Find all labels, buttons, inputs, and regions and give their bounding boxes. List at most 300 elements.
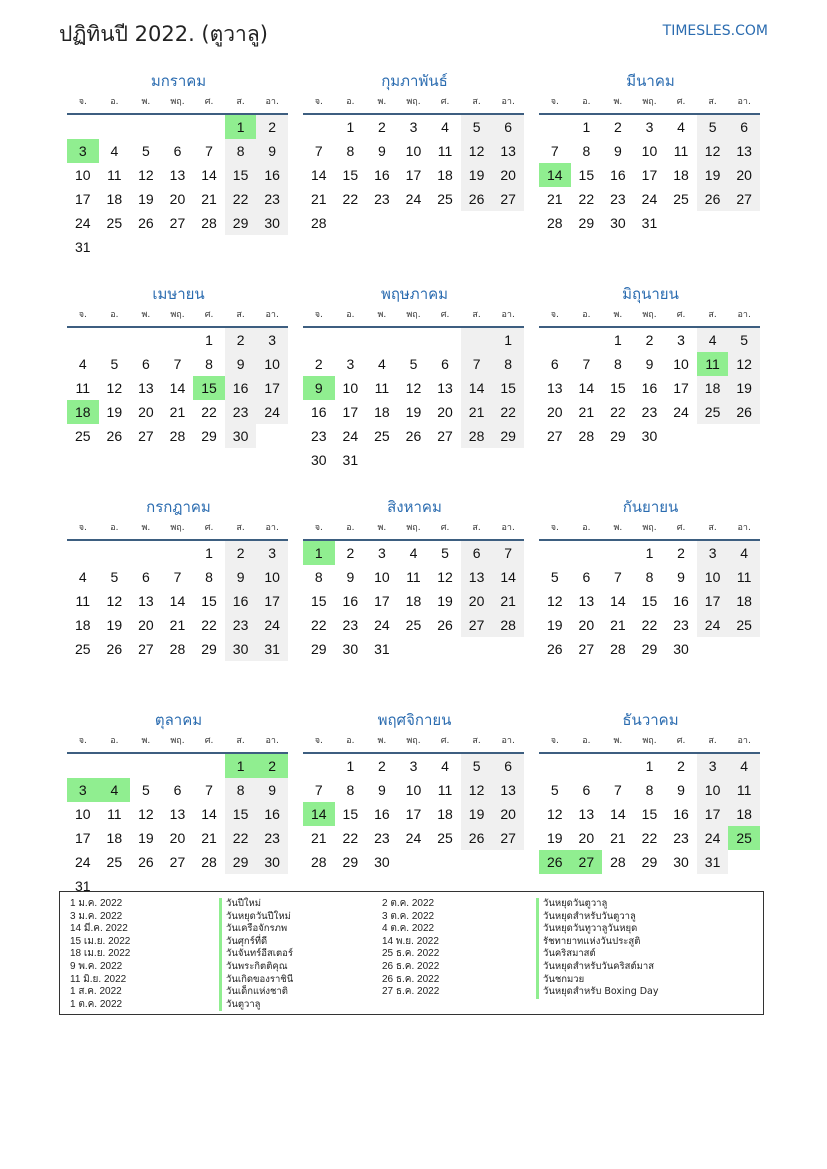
holiday-day-cell: 15 <box>193 376 225 400</box>
day-cell: 11 <box>728 778 760 802</box>
day-cell: 30 <box>310 452 327 468</box>
empty-cell <box>193 754 225 778</box>
day-cell: 26 <box>138 854 154 870</box>
day-cell: 16 <box>641 380 658 396</box>
weekday-label: ศ. <box>204 310 214 320</box>
legend-date: 25 ธ.ค. 2022 <box>382 948 440 960</box>
day-cell: 11 <box>673 143 689 159</box>
day-cell: 19 <box>546 617 563 633</box>
day-cell: 22 <box>225 187 257 211</box>
day-cell: 30 <box>673 641 689 657</box>
legend-holiday-name: วันหยุดสำหรับ Boxing Day <box>536 986 659 999</box>
empty-cell <box>602 754 634 778</box>
day-cell: 17 <box>256 589 288 613</box>
day-cell: 28 <box>169 641 186 657</box>
weekday-label: พ. <box>141 736 151 746</box>
weekday-label: ศ. <box>676 523 686 533</box>
weekday-label: อา. <box>501 97 515 107</box>
month-title: พฤษภาคม <box>380 285 449 303</box>
weekday-label: พฤ. <box>406 310 421 320</box>
weekday-label: พ. <box>141 310 151 320</box>
day-cell: 2 <box>378 758 386 774</box>
day-cell: 13 <box>728 139 760 163</box>
day-cell: 30 <box>641 428 658 444</box>
day-cell: 19 <box>461 163 493 187</box>
empty-cell <box>461 328 493 352</box>
day-cell: 10 <box>641 143 658 159</box>
day-cell: 16 <box>673 593 689 609</box>
day-cell: 26 <box>138 215 154 231</box>
day-cell: 18 <box>673 167 689 183</box>
month-block <box>67 494 288 707</box>
day-cell: 23 <box>673 830 689 846</box>
day-cell: 14 <box>610 806 626 822</box>
day-cell: 29 <box>610 428 626 444</box>
day-cell: 15 <box>310 593 327 609</box>
legend-holiday-name: วันศุกร์ที่ดี <box>219 936 293 949</box>
day-cell: 9 <box>225 352 257 376</box>
day-cell: 9 <box>677 782 685 798</box>
day-cell: 9 <box>225 565 257 589</box>
day-cell: 21 <box>492 589 524 613</box>
day-cell: 5 <box>441 545 449 561</box>
day-cell: 17 <box>74 830 91 846</box>
empty-cell <box>130 115 162 139</box>
legend-dates-left <box>70 898 130 1011</box>
day-cell: 2 <box>314 356 323 372</box>
day-cell: 21 <box>310 830 327 846</box>
day-grid <box>303 754 524 874</box>
day-cell: 26 <box>461 826 493 850</box>
day-cell: 11 <box>107 167 122 183</box>
weekday-header <box>303 731 524 754</box>
empty-cell <box>602 541 634 565</box>
day-cell: 2 <box>225 328 257 352</box>
day-cell: 29 <box>492 424 524 448</box>
day-cell: 19 <box>106 617 123 633</box>
empty-cell <box>99 115 131 139</box>
empty-cell <box>571 328 603 352</box>
day-cell: 12 <box>728 352 760 376</box>
weekday-label: จ. <box>550 736 559 746</box>
day-cell: 5 <box>110 356 119 372</box>
weekday-label: ส. <box>236 523 245 533</box>
weekday-label: ส. <box>472 736 481 746</box>
day-cell: 9 <box>256 778 288 802</box>
day-cell: 23 <box>256 826 288 850</box>
empty-cell <box>398 328 430 352</box>
day-cell: 17 <box>405 806 422 822</box>
day-cell: 27 <box>138 428 154 444</box>
day-cell: 10 <box>405 782 422 798</box>
day-cell: 29 <box>641 854 658 870</box>
day-cell: 27 <box>492 826 524 850</box>
day-cell: 24 <box>74 854 91 870</box>
day-cell: 15 <box>641 806 658 822</box>
day-cell: 18 <box>437 167 453 183</box>
weekday-label: จ. <box>550 523 559 533</box>
month-block <box>539 494 760 707</box>
day-cell: 10 <box>74 806 91 822</box>
day-cell: 18 <box>374 404 390 420</box>
day-cell: 16 <box>342 593 359 609</box>
weekday-label: อ. <box>346 97 355 107</box>
day-cell: 26 <box>106 428 123 444</box>
empty-cell <box>303 328 335 352</box>
weekday-label: อ. <box>110 97 119 107</box>
day-cell: 9 <box>346 569 355 585</box>
day-grid <box>539 541 760 661</box>
day-cell: 2 <box>677 758 685 774</box>
weekday-label: พฤ. <box>642 310 657 320</box>
day-cell: 9 <box>378 782 386 798</box>
empty-cell <box>162 328 194 352</box>
day-cell: 9 <box>645 356 654 372</box>
day-cell: 5 <box>461 754 493 778</box>
weekday-label: ส. <box>236 310 245 320</box>
legend-date: 26 ธ.ค. 2022 <box>382 960 440 972</box>
brand-link[interactable]: TIMESLES.COM <box>662 23 768 39</box>
day-cell: 29 <box>310 641 327 657</box>
day-cell: 11 <box>437 782 453 798</box>
holiday-day-cell: 2 <box>256 754 288 778</box>
holiday-day-cell: 1 <box>225 754 257 778</box>
weekday-label: พ. <box>613 97 623 107</box>
day-cell: 29 <box>225 211 257 235</box>
day-cell: 8 <box>225 139 257 163</box>
day-cell: 14 <box>578 380 595 396</box>
day-cell: 16 <box>374 167 390 183</box>
weekday-label: ศ. <box>440 736 450 746</box>
legend-date: 9 พ.ค. 2022 <box>70 960 123 972</box>
day-cell: 4 <box>110 143 119 159</box>
day-cell: 6 <box>173 143 182 159</box>
day-grid <box>67 541 288 661</box>
day-cell: 9 <box>378 143 386 159</box>
day-cell: 24 <box>342 428 359 444</box>
day-cell: 23 <box>374 191 390 207</box>
day-grid <box>539 754 760 874</box>
day-cell: 12 <box>546 806 563 822</box>
day-cell: 1 <box>582 119 591 135</box>
weekday-label: พ. <box>377 523 387 533</box>
empty-cell <box>539 115 571 139</box>
weekday-header <box>67 305 288 328</box>
day-cell: 14 <box>461 376 493 400</box>
month-title: เมษายน <box>152 285 205 303</box>
day-cell: 20 <box>169 830 186 846</box>
weekday-label: อ. <box>110 310 119 320</box>
day-cell: 24 <box>74 215 91 231</box>
day-cell: 6 <box>582 569 591 585</box>
day-cell: 12 <box>106 593 123 609</box>
day-cell: 19 <box>106 404 123 420</box>
legend-date: 3 ม.ค. 2022 <box>70 910 123 922</box>
legend-names-left <box>219 898 293 1011</box>
month-block <box>303 494 524 707</box>
day-cell: 12 <box>461 139 493 163</box>
legend-holiday-name: วันคริสมาสต์ <box>536 948 659 961</box>
empty-cell <box>162 541 194 565</box>
day-cell: 16 <box>256 802 288 826</box>
day-cell: 11 <box>406 569 421 585</box>
day-cell: 11 <box>75 593 91 609</box>
day-cell: 22 <box>342 191 359 207</box>
legend-holiday-name: วันหยุดวันทูวาลูวันหยุด <box>536 923 659 936</box>
day-cell: 31 <box>641 215 658 231</box>
holiday-day-cell: 27 <box>571 850 603 874</box>
weekday-label: จ. <box>550 97 559 107</box>
day-cell: 7 <box>173 356 182 372</box>
day-cell: 12 <box>546 593 563 609</box>
legend-holiday-name: วันหยุดสำหรับวันคริสต์มาส <box>536 961 659 974</box>
day-cell: 11 <box>75 380 91 396</box>
legend-holiday-name: วันจันทร์อีสเตอร์ <box>219 948 293 961</box>
day-cell: 3 <box>378 545 386 561</box>
day-cell: 21 <box>310 191 327 207</box>
day-cell: 8 <box>225 778 257 802</box>
weekday-label: อ. <box>346 523 355 533</box>
legend-date: 14 พ.ย. 2022 <box>382 935 439 947</box>
day-cell: 8 <box>346 143 355 159</box>
day-cell: 6 <box>492 754 524 778</box>
weekday-label: จ. <box>78 736 87 746</box>
day-cell: 22 <box>342 830 359 846</box>
day-cell: 21 <box>169 404 186 420</box>
weekday-label: อ. <box>582 97 591 107</box>
day-cell: 30 <box>610 215 626 231</box>
day-cell: 4 <box>677 119 685 135</box>
month-title: ธันวาคม <box>622 711 679 729</box>
weekday-label: ส. <box>708 736 717 746</box>
day-cell: 26 <box>697 187 729 211</box>
day-cell: 2 <box>225 541 257 565</box>
day-cell: 17 <box>74 191 91 207</box>
day-cell: 16 <box>225 589 257 613</box>
day-cell: 28 <box>610 641 626 657</box>
day-cell: 4 <box>441 758 449 774</box>
day-cell: 7 <box>614 782 622 798</box>
day-cell: 17 <box>405 167 422 183</box>
day-cell: 17 <box>641 167 658 183</box>
day-cell: 13 <box>138 593 154 609</box>
day-cell: 13 <box>492 139 524 163</box>
weekday-label: พฤ. <box>406 523 421 533</box>
day-cell: 18 <box>405 593 422 609</box>
weekday-header <box>539 731 760 754</box>
empty-cell <box>303 115 335 139</box>
day-cell: 25 <box>728 613 760 637</box>
weekday-label: อา. <box>265 736 279 746</box>
weekday-header <box>539 305 760 328</box>
day-cell: 3 <box>697 541 729 565</box>
weekday-label: พ. <box>377 736 387 746</box>
day-cell: 23 <box>256 187 288 211</box>
day-cell: 18 <box>728 589 760 613</box>
day-cell: 6 <box>441 356 449 372</box>
empty-cell <box>193 115 225 139</box>
day-cell: 24 <box>697 613 729 637</box>
holiday-day-cell: 14 <box>539 163 571 187</box>
legend-date: 1 ม.ค. 2022 <box>70 898 123 909</box>
day-cell: 25 <box>74 428 91 444</box>
day-cell: 23 <box>673 617 689 633</box>
day-cell: 4 <box>728 754 760 778</box>
day-cell: 8 <box>645 569 654 585</box>
day-grid <box>303 115 524 235</box>
day-cell: 15 <box>225 163 257 187</box>
month-block <box>539 68 760 281</box>
day-cell: 10 <box>673 356 689 372</box>
day-grid <box>539 328 760 448</box>
day-cell: 21 <box>610 830 626 846</box>
day-cell: 15 <box>342 806 359 822</box>
month-block <box>539 281 760 494</box>
empty-cell <box>67 328 99 352</box>
day-cell: 24 <box>697 826 729 850</box>
day-cell: 22 <box>201 617 217 633</box>
day-cell: 8 <box>205 356 213 372</box>
empty-cell <box>571 541 603 565</box>
day-cell: 21 <box>169 617 186 633</box>
day-cell: 20 <box>461 589 493 613</box>
day-cell: 27 <box>492 187 524 211</box>
day-cell: 23 <box>225 400 257 424</box>
holiday-day-cell: 1 <box>225 115 257 139</box>
day-cell: 23 <box>225 613 257 637</box>
day-cell: 10 <box>697 778 729 802</box>
day-cell: 7 <box>314 782 323 798</box>
weekday-label: พฤ. <box>406 97 421 107</box>
weekday-label: ศ. <box>676 736 686 746</box>
month-title: พฤศจิกายน <box>377 711 452 729</box>
weekday-label: อา. <box>737 310 751 320</box>
day-cell: 28 <box>492 613 524 637</box>
day-cell: 29 <box>342 854 359 870</box>
weekday-label: อ. <box>582 523 591 533</box>
day-cell: 1 <box>205 332 213 348</box>
day-grid <box>303 328 524 472</box>
day-cell: 16 <box>610 167 626 183</box>
weekday-label: พ. <box>377 310 387 320</box>
day-cell: 21 <box>461 400 493 424</box>
empty-cell <box>539 328 571 352</box>
day-cell: 18 <box>728 802 760 826</box>
month-title: ตุลาคม <box>154 711 203 729</box>
day-cell: 27 <box>169 854 186 870</box>
day-cell: 16 <box>256 163 288 187</box>
weekday-label: จ. <box>314 310 323 320</box>
empty-cell <box>539 541 571 565</box>
day-cell: 2 <box>677 545 685 561</box>
day-cell: 10 <box>256 352 288 376</box>
legend-date: 27 ธ.ค. 2022 <box>382 986 440 998</box>
weekday-label: อ. <box>110 523 119 533</box>
legend-holiday-name: วันเด็กแห่งชาติ <box>219 986 293 999</box>
weekday-label: อา. <box>737 736 751 746</box>
day-cell: 3 <box>409 119 418 135</box>
day-cell: 20 <box>138 617 154 633</box>
weekday-label: จ. <box>550 310 559 320</box>
month-block <box>67 707 288 920</box>
day-cell: 17 <box>673 380 689 396</box>
day-cell: 4 <box>697 328 729 352</box>
day-cell: 10 <box>374 569 390 585</box>
day-cell: 18 <box>106 191 123 207</box>
legend-date: 2 ต.ค. 2022 <box>382 898 435 909</box>
day-cell: 7 <box>461 352 493 376</box>
day-cell: 30 <box>256 850 288 874</box>
weekday-label: ส. <box>708 310 717 320</box>
day-cell: 4 <box>728 541 760 565</box>
weekday-label: พฤ. <box>170 523 185 533</box>
holiday-day-cell: 3 <box>67 778 99 802</box>
day-cell: 28 <box>610 854 626 870</box>
day-cell: 23 <box>342 617 359 633</box>
weekday-label: ส. <box>708 97 717 107</box>
day-cell: 28 <box>201 215 217 231</box>
day-cell: 20 <box>578 617 595 633</box>
day-cell: 14 <box>201 167 217 183</box>
empty-cell <box>99 328 131 352</box>
day-cell: 18 <box>74 617 91 633</box>
day-cell: 5 <box>550 569 559 585</box>
weekday-label: ศ. <box>204 736 214 746</box>
day-cell: 19 <box>461 802 493 826</box>
day-cell: 13 <box>138 380 154 396</box>
day-cell: 2 <box>378 119 386 135</box>
empty-cell <box>67 115 99 139</box>
weekday-label: พฤ. <box>170 736 185 746</box>
day-cell: 7 <box>614 569 622 585</box>
empty-cell <box>162 115 194 139</box>
empty-cell <box>99 754 131 778</box>
day-cell: 18 <box>106 830 123 846</box>
weekday-label: จ. <box>78 97 87 107</box>
day-cell: 22 <box>578 191 595 207</box>
legend-holiday-name: รัชทายาทแห่งวันประสูติ <box>536 936 659 949</box>
day-cell: 5 <box>110 569 119 585</box>
month-block <box>303 707 524 920</box>
weekday-label: อ. <box>582 736 591 746</box>
day-cell: 20 <box>492 802 524 826</box>
day-cell: 12 <box>138 167 154 183</box>
day-cell: 24 <box>405 830 422 846</box>
day-cell: 25 <box>74 641 91 657</box>
weekday-label: อา. <box>265 97 279 107</box>
day-cell: 27 <box>437 428 453 444</box>
month-title: กุมภาพันธ์ <box>381 72 448 90</box>
empty-cell <box>130 541 162 565</box>
day-cell: 5 <box>461 115 493 139</box>
day-cell: 12 <box>106 380 123 396</box>
day-cell: 26 <box>106 641 123 657</box>
weekday-label: พ. <box>613 736 623 746</box>
month-title: กรกฎาคม <box>146 498 211 516</box>
weekday-label: อา. <box>501 523 515 533</box>
day-cell: 13 <box>492 778 524 802</box>
day-cell: 7 <box>582 356 591 372</box>
day-cell: 24 <box>673 404 689 420</box>
day-cell: 6 <box>461 541 493 565</box>
day-cell: 5 <box>697 115 729 139</box>
day-cell: 22 <box>201 404 217 420</box>
day-grid <box>67 115 288 259</box>
day-cell: 18 <box>437 806 453 822</box>
day-cell: 1 <box>346 119 355 135</box>
day-cell: 21 <box>201 191 217 207</box>
day-cell: 19 <box>697 163 729 187</box>
